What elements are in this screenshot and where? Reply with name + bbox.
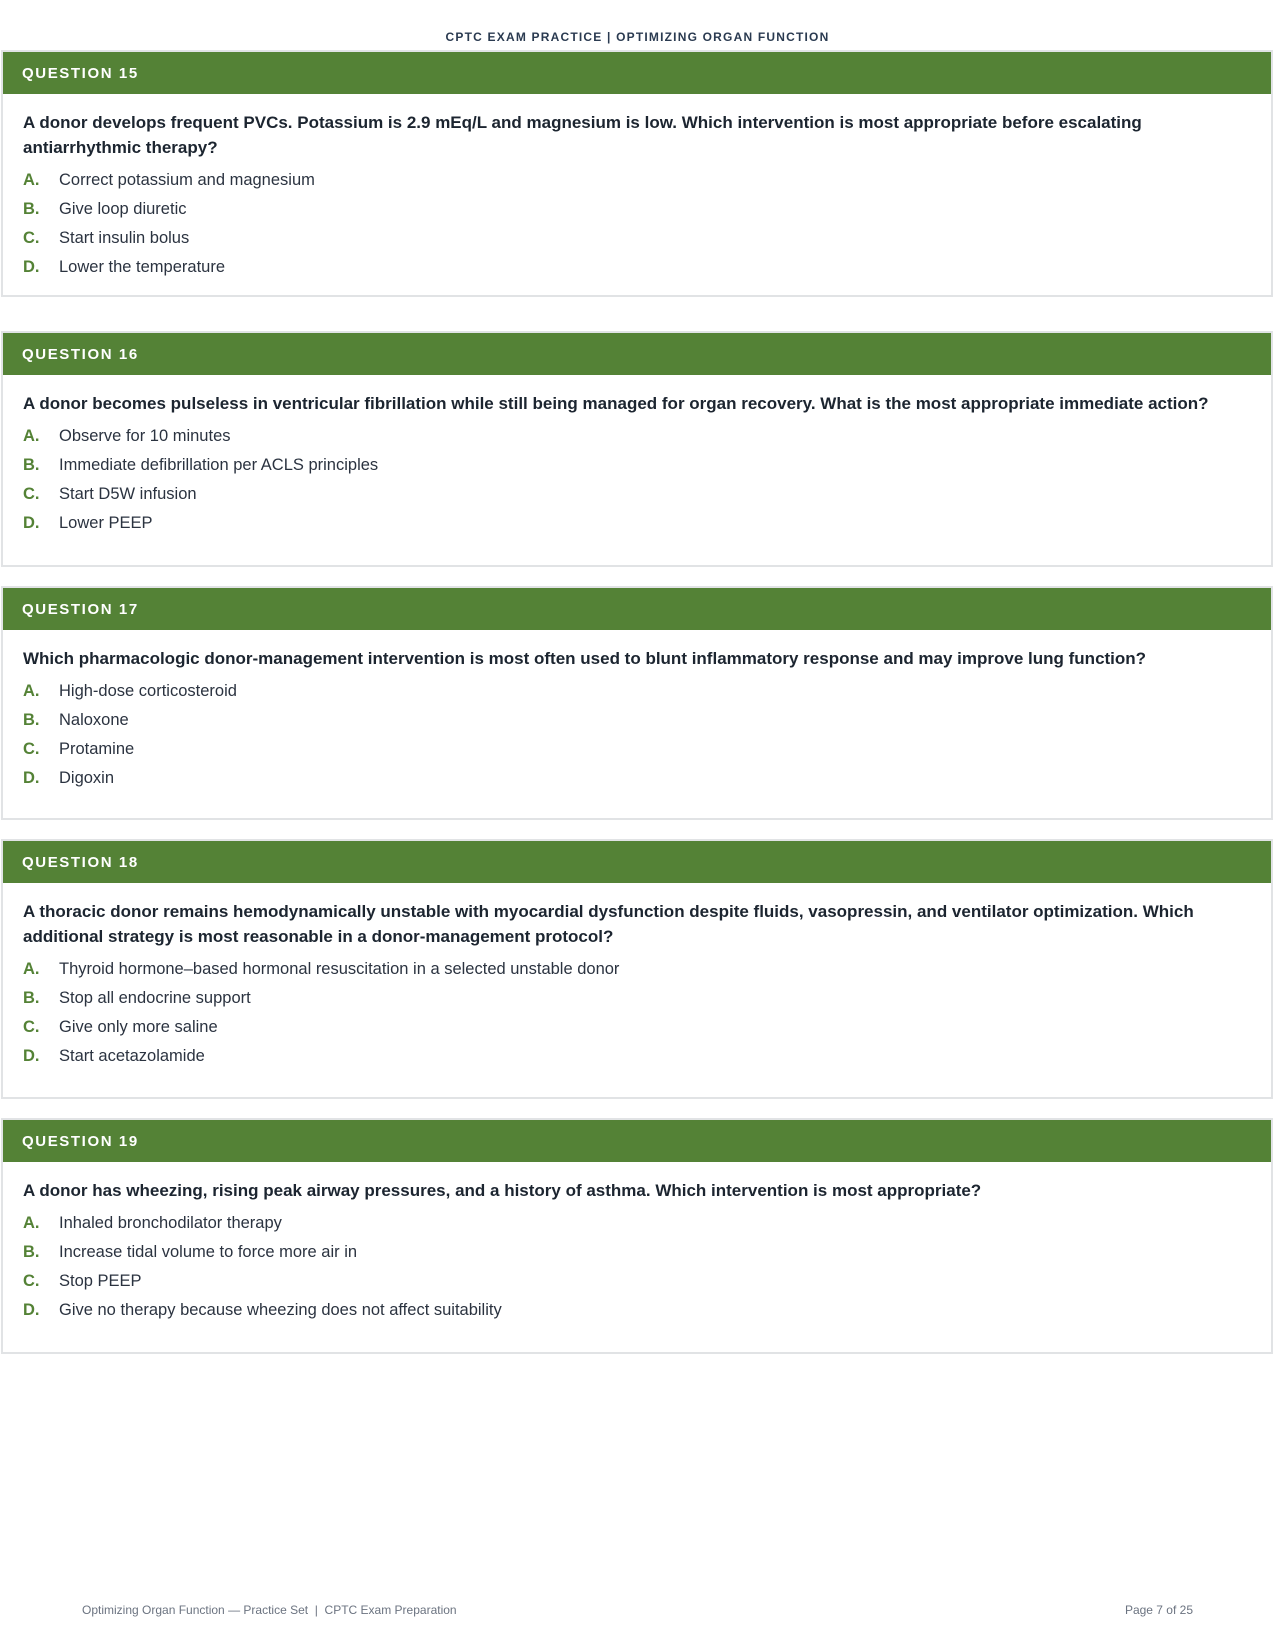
answer-option <box>23 166 1251 195</box>
question-card <box>1 586 1273 820</box>
question-body <box>3 630 1271 803</box>
option-letter: A. <box>23 427 40 445</box>
answer-option <box>23 984 1251 1013</box>
question-number-banner: QUESTION 17 <box>3 588 1271 630</box>
option-letter: A. <box>23 171 40 189</box>
option-letter: D. <box>23 769 40 787</box>
answer-option <box>23 1267 1251 1296</box>
option-letter: A. <box>23 682 40 700</box>
question-stem: Which pharmacologic donor-management intervention is most often used to blunt inflammatory response and may improve lung function? <box>23 649 1147 668</box>
option-letter: C. <box>23 740 40 758</box>
option-text: Stop all endocrine support <box>59 989 251 1007</box>
answer-option <box>23 253 1251 282</box>
option-letter: C. <box>23 1272 40 1290</box>
option-text: High-dose corticosteroid <box>59 682 237 700</box>
option-text: Lower PEEP <box>59 514 153 532</box>
question-card <box>1 839 1273 1099</box>
option-text: Observe for 10 minutes <box>59 427 231 445</box>
answer-option <box>23 1013 1251 1042</box>
question-card <box>1 331 1273 567</box>
answer-option <box>23 677 1251 706</box>
option-letter: B. <box>23 711 40 729</box>
answer-option <box>23 480 1251 509</box>
question-number-banner: QUESTION 16 <box>3 333 1271 375</box>
question-body <box>3 1162 1271 1335</box>
answer-option <box>23 509 1251 538</box>
answer-option <box>23 224 1251 253</box>
option-letter: D. <box>23 1047 40 1065</box>
option-letter: C. <box>23 229 40 247</box>
option-letter: B. <box>23 456 40 474</box>
question-stem: A thoracic donor remains hemodynamically unstable with myocardial dysfunction despite fluids, vasopressin, and ventilator optimization. Which additional strategy is most reasonable in a donor-management protocol? <box>23 902 1194 946</box>
question-number-banner: QUESTION 19 <box>3 1120 1271 1162</box>
question-stem: A donor becomes pulseless in ventricular fibrillation while still being managed for organ recovery. What is the most appropriate immediate action? <box>23 394 1209 413</box>
option-letter: A. <box>23 1214 40 1232</box>
option-text: Naloxone <box>59 711 129 729</box>
question-number-banner: QUESTION 18 <box>3 841 1271 883</box>
option-letter: B. <box>23 989 40 1007</box>
question-card <box>1 50 1273 297</box>
question-stem: A donor develops frequent PVCs. Potassium is 2.9 mEq/L and magnesium is low. Which intervention is most appropriate before escalating antiarrhythmic therapy? <box>23 113 1142 157</box>
answer-option <box>23 706 1251 735</box>
question-stem: A donor has wheezing, rising peak airway pressures, and a history of asthma. Which intervention is most appropriate? <box>23 1181 982 1200</box>
answer-option <box>23 1238 1251 1267</box>
answer-option <box>23 955 1251 984</box>
answer-option <box>23 764 1251 793</box>
option-letter: D. <box>23 1301 40 1319</box>
question-body <box>3 94 1271 292</box>
option-letter: C. <box>23 1018 40 1036</box>
answer-option <box>23 735 1251 764</box>
answer-option <box>23 1042 1251 1071</box>
running-header: CPTC EXAM PRACTICE | OPTIMIZING ORGAN FUNCTION <box>445 30 830 44</box>
answer-option <box>23 1296 1251 1325</box>
option-letter: B. <box>23 1243 40 1261</box>
option-text: Thyroid hormone–based hormonal resuscitation in a selected unstable donor <box>59 960 620 978</box>
footer-page-number: Page 7 of 25 <box>1124 1603 1193 1617</box>
option-letter: D. <box>23 258 40 276</box>
option-text: Correct potassium and magnesium <box>59 171 315 189</box>
option-text: Lower the temperature <box>59 258 226 276</box>
question-body <box>3 375 1271 548</box>
answer-option <box>23 1209 1251 1238</box>
option-letter: D. <box>23 514 40 532</box>
answer-option <box>23 195 1251 224</box>
option-text: Protamine <box>59 740 135 758</box>
question-card <box>1 1118 1273 1354</box>
option-letter: A. <box>23 960 40 978</box>
answer-option <box>23 422 1251 451</box>
question-body <box>3 883 1271 1081</box>
option-text: Inhaled bronchodilator therapy <box>59 1214 282 1232</box>
option-text: Increase tidal volume to force more air in <box>59 1243 358 1261</box>
option-letter: B. <box>23 200 40 218</box>
option-text: Give loop diuretic <box>59 200 187 218</box>
option-text: Digoxin <box>59 769 115 787</box>
option-text: Stop PEEP <box>59 1272 142 1290</box>
option-letter: C. <box>23 485 40 503</box>
option-text: Give only more saline <box>59 1018 218 1036</box>
option-text: Start insulin bolus <box>59 229 190 247</box>
option-text: Immediate defibrillation per ACLS principles <box>59 456 379 474</box>
answer-option <box>23 451 1251 480</box>
option-text: Give no therapy because wheezing does not affect suitability <box>59 1301 502 1319</box>
option-text: Start D5W infusion <box>59 485 197 503</box>
footer-document-title: Optimizing Organ Function — Practice Set | CPTC Exam Preparation <box>82 1603 457 1617</box>
question-number-banner: QUESTION 15 <box>3 52 1271 94</box>
option-text: Start acetazolamide <box>59 1047 205 1065</box>
